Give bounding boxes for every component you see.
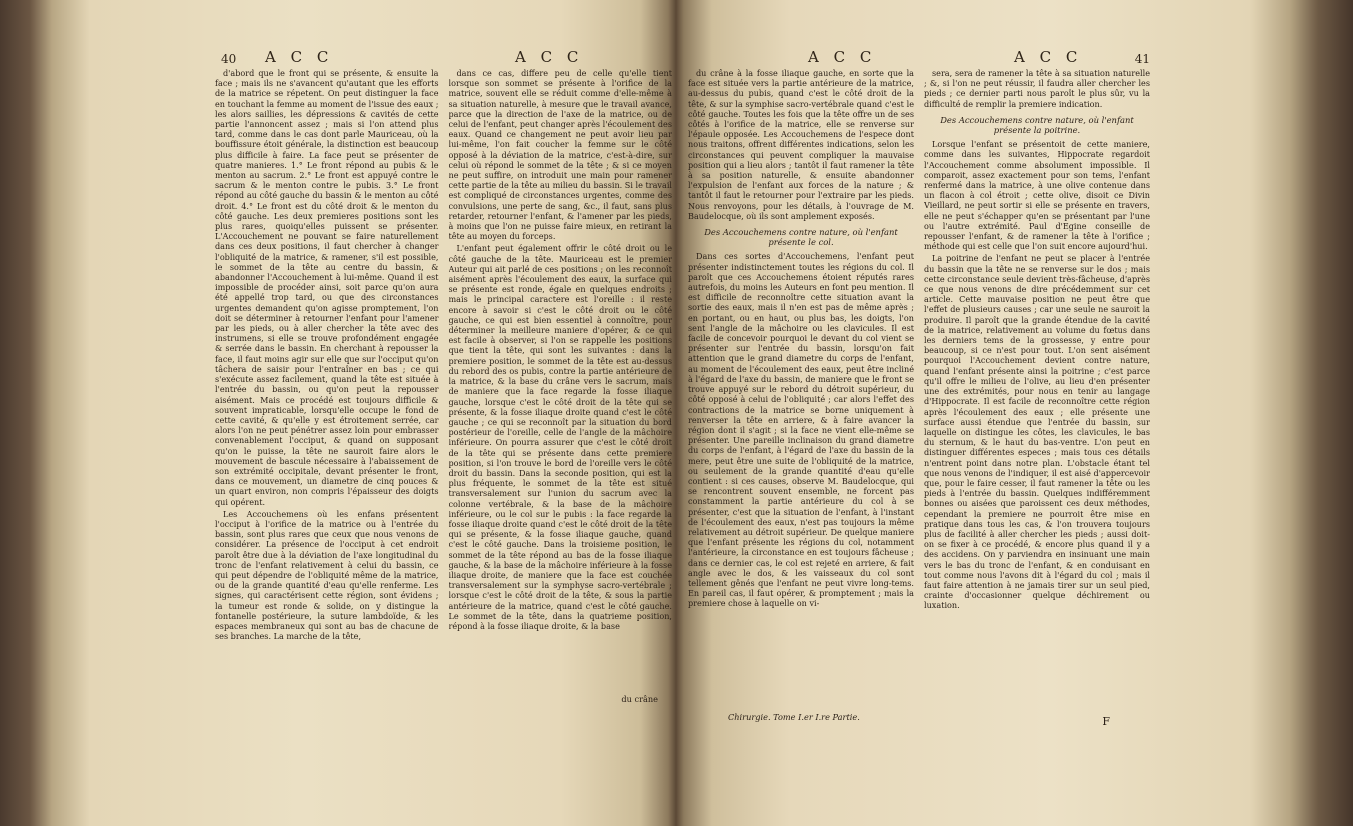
- signature-line: Chirurgie. Tome I.er I.re Partie.: [728, 712, 860, 722]
- paragraph: sera, sera de ramener la tête à sa situation naturelle ; &, si l'on ne peut réussir, il faudra aller chercher les pieds ; ce dernier parti nous paroît le plus sûr, vu la difficulté de remplir la premiere indication.: [924, 68, 1150, 109]
- text-columns: [688, 68, 1150, 796]
- left-page: [215, 0, 672, 826]
- text-column: [924, 68, 1150, 796]
- text-column: [688, 68, 914, 796]
- page-number: 40: [221, 52, 237, 66]
- page-number: 41: [1134, 52, 1150, 66]
- paragraph: Les Accouchemens où les enfans présentent l'occiput à l'orifice de la matrice ou à l'entrée du bassin, sont plus rares que ceux que nous venons de considérer. La présence de l'occiput à cet endroit paroît être due à la déviation de l'axe longitudinal du tronc de l'enfant relativement à celui du bassin, ce qui peut dépendre de l'obliquité même de la matrice, ou de la grande quantité d'eau qu'elle renferme. Les signes, qui caractérisent cette région, sont évidens ; la tumeur est ronde & solide, on y distingue la fontanelle postérieure, la suture lambdoïde, & les espaces membraneux qui sont au bas de chacune de ses branches. La marche de la tête,: [215, 508, 439, 642]
- paragraph: La poitrine de l'enfant ne peut se placer à l'entrée du bassin que la tête ne se renverse sur le dos ; mais cette circonstance seule devient très-fâcheuse, d'après ce que nous venons de dire précédemment sur cet article. Cette mauvaise position ne peut être que l'effet de plusieurs causes ; car une seule ne sauroit la produire. Il paroît que la grande étendue de la cavité de la matrice, relativement au volume du fœtus dans les derniers tems de la grossesse, y entre pour beaucoup, si ce n'est pour tout. L'on sent aisément pourquoi l'Accouchement devient contre nature, quand l'enfant présente ainsi la poitrine ; c'est parce qu'il offre le milieu de l'olive, au lieu d'en présenter une des extrémités, pour nous en tenir au langage d'Hippocrate. Il est facile de reconnoître cette région après l'écoulement des eaux ; elle présente une surface aussi étendue que l'entrée du bassin, sur laquelle on distingue les côtes, les clavicules, le bas du sternum, & le haut du bas-ventre. L'on peut en distinguer différentes especes ; mais tous ces détails n'entrent point dans notre plan. L'obstacle étant tel que nous venons de l'indiquer, il est aisé d'appercevoir que, pour le faire cesser, il faut ramener la tête ou les pieds à l'entrée du bassin. Quelques indifféremment bonnes ou aisées que paroissent ces deux méthodes, cependant la premiere ne pourroit être mise en pratique dans tous les cas, & l'on trouvera toujours plus de facilité à aller chercher les pieds ; aussi doit-on se fixer à ce procédé, & encore plus quand il y a des accidens. On y parviendra en insinuant une main vers le bas du tronc de l'enfant, & en conduisant en tout comme nous l'avons dit à l'égard du col ; mais il faut faire attention à ne jamais tirer sur un seul pied, crainte d'occasionner quelque déchirement ou luxation.: [924, 253, 1150, 611]
- text-column: [215, 68, 439, 796]
- text-column: [449, 68, 673, 796]
- running-head: A C C: [515, 48, 584, 66]
- running-head: A C C: [808, 48, 877, 66]
- paragraph: Dans ces sortes d'Accouchemens, l'enfant peut présenter indistinctement toutes les régions du col. Il paroît que ces Accouchemens étoient réputés rares autrefois, du moins les Auteurs en font peu mention. Il est difficile de reconnoître cette situation avant la sortie des eaux, mais il n'en est pas de même après ; en portant, ou en haut, ou plus bas, les doigts, l'on sent l'angle de la mâchoire ou les clavicules. Il est facile de concevoir pourquoi le devant du col vient se présenter sur l'entrée du bassin, lorsqu'on fait attention que le grand diametre du corps de l'enfant, au moment de l'écoulement des eaux, peut être incliné à l'égard de l'axe du bassin, de maniere que le front se trouve appuyé sur le rebord du détroit supérieur, du côté opposé à celui de l'obliquité ; car alors l'effet des contractions de la matrice se borne uniquement à renverser la tête en arriere, & à faire avancer la région dont il s'agit ; si la face ne vient elle-même se présenter. Une pareille inclinaison du grand diametre du corps de l'enfant, à l'égard de l'axe du bassin de la mere, peut être une suite de l'obliquité de la matrice, ou seulement de la grande quantité d'eau qu'elle contient : si ces causes, observe M. Baudelocque, qui se rencontrent souvent ensemble, ne forcent pas constamment la partie antérieure du col à se présenter, c'est que la situation de l'enfant, à l'instant de l'écoulement des eaux, n'est pas toujours la même relativement au détroit supérieur. De quelque maniere que l'enfant présente les régions du col, notamment l'antérieure, la circonstance en est toujours fâcheuse ; dans ce dernier cas, le col est rejeté en arriere, & fait angle avec le dos, & les vaisseaux du col sont tellement gênés que l'enfant ne peut vivre long-tems. En pareil cas, il faut opérer, & promptement ; mais la premiere chose à laquelle on vi-: [688, 251, 914, 609]
- right-page: [688, 0, 1150, 826]
- paragraph: L'enfant peut également offrir le côté droit ou le côté gauche de la tête. Mauriceau est le premier Auteur qui ait parlé de ces positions ; on les reconnoît aisément après l'écoulement des eaux, la surface qui se présente est ronde, égale en quelques endroits ; mais le principal caractere est l'oreille : il reste encore à savoir si c'est le côté droit ou le côté gauche, ce qui est bien essentiel à connoître, pour déterminer la meilleure maniere d'opérer, & ce qui est facile à observer, si l'on se rappelle les positions que tient la tête, qui sont les suivantes : dans la premiere position, le sommet de la tête est au-dessus du rebord des os pubis, contre la partie antérieure de la matrice, & la base du crâne vers le sacrum, mais de maniere que la face regarde la fosse iliaque gauche, lorsque c'est le côté droit de la tête qui se présente, & la fosse iliaque droite quand c'est le côté gauche ; ce qui se reconnoît par la situation du bord postérieur de l'oreille, celle de l'angle de la mâchoire inférieure. On pourra assurer que c'est le côté droit de la tête qui se présente dans cette premiere position, si l'on trouve le bord de l'oreille vers le côté droit du bassin. Dans la seconde position, qui est la plus fréquente, le sommet de la tête est situé transversalement sur l'union du sacrum avec la colonne vertébrale, & la base de la mâchoire inférieure, ou le col sur le pubis : la face regarde la fosse iliaque droite quand c'est le côté droit de la tête qui se présente, & la fosse iliaque gauche, quand c'est le côté gauche. Dans la troisieme position, le sommet de la tête répond au bas de la fosse iliaque gauche, & la base de la mâchoire inférieure à la fosse iliaque droite, de maniere que la face est couchée transversalement sur la symphyse sacro-vertébrale ; lorsque c'est le côté droit de la tête, & sous la partie antérieure de la matrice, quand c'est le côté gauche. Le sommet de la tête, dans la quatrieme position, répond à la fosse iliaque droite, & la base: [448, 243, 672, 631]
- catchword: du crâne: [621, 694, 658, 704]
- paragraph: Lorsque l'enfant se présentoit de cette maniere, comme dans les suivantes, Hippocrate regardoit l'Accouchement comme absolument impossible. Il comparoit, assez exactement pour son tems, l'enfant renfermé dans la matrice, à une olive contenue dans un flacon à col étroit ; cette olive, disoit ce Divin Vieillard, ne peut sortir si elle se présente en travers, elle ne peut s'échapper qu'en se présentant par l'une ou l'autre extrémité. Paul d'Egine conseille de repousser l'enfant, & de ramener la tête à l'orifice ; méthode qui est celle que l'on suit encore aujourd'hui.: [924, 139, 1150, 252]
- paragraph: du crâne à la fosse iliaque gauche, en sorte que la face est située vers la partie antérieure de la matrice, au-dessus du pubis, quand c'est le côté droit de la tête, & sur la symphise sacro-vertébrale quand c'est le côté gauche. Toutes les fois que la tête offre un de ses côtés à l'orifice de la matrice, elle se renverse sur l'épaule opposée. Les Accouchemens de l'espece dont nous traitons, offrent différentes indications, selon les circonstances qui peuvent compliquer la mauvaise position qui a lieu alors ; tantôt il faut ramener la tête à sa position naturelle, & ensuite abandonner l'expulsion de l'enfant aux forces de la nature ; & tantôt il faut le retourner pour l'extraire par les pieds. Nous renvoyons, pour les détails, à l'ouvrage de M. Baudelocque, où ils sont amplement exposés.: [688, 68, 914, 221]
- running-head: A C C: [265, 48, 334, 66]
- section-heading: Des Accouchemens contre nature, où l'enfant présente la poitrine.: [940, 114, 1134, 136]
- paragraph: d'abord que le front qui se présente, & ensuite la face ; mais ils ne s'avancent qu'autant que les efforts de la matrice se répetent. On peut distinguer la face en touchant la femme au moment de l'issue des eaux ; les alors saillies, les dépressions & cavités de cette partie l'annoncent assez ; mais si l'on attend plus tard, comme dans le cas dont parle Mauriceau, où la bouffissure étoit générale, la distinction est beaucoup plus difficile à faire. La face peut se présenter de quatre manieres. 1.° Le front répond au pubis & le menton au sacrum. 2.° Le front est appuyé contre le sacrum & le menton contre le pubis. 3.° Le front répond au côté gauche du bassin & le menton au côté droit. 4.° Le front est du côté droit & le menton du côté gauche. Les deux premieres positions sont les plus rares, quoiqu'elles puissent se présenter. L'Accouchement ne pouvant se faire naturellement dans ces deux positions, il faut chercher à changer l'obliquité de la matrice, & ramener, s'il est possible, le sommet de la tête au centre du bassin, & abandonner l'Accouchement à lui-même. Quand il est impossible de procéder ainsi, soit parce qu'on aura été appellé trop tard, ou que des circonstances urgentes demandent qu'on agisse promptement, l'on doit se déterminer à retourner l'enfant pour l'amener par les pieds, ou à aller chercher la tête avec des instrumens, si elle se trouve profondément engagée & serrée dans le bassin. En cherchant à repousser la face, il faut moins agir sur elle que sur l'occiput qu'on tâchera de saisir pour l'entraîner en bas ; ce qui s'exécute assez facilement, quand la tête est située à l'entrée du bassin, ou qu'on peut la repousser aisément. Mais ce procédé est toujours difficile & souvent impraticable, lorsqu'elle occupe le fond de cette cavité, & qu'elle y est étroitement serrée, car alors l'on ne peut pénétrer assez loin pour embrasser convenablement l'occiput, & quand on supposant qu'on le puisse, la tête ne sauroit faire alors le mouvement de bascule nécessaire à l'abaissement de son extrémité occipitale, devant présenter le front, dans ce mouvement, un diametre de cinq pouces & un quart environ, non compris l'épaisseur des doigts qui opérent.: [215, 68, 439, 507]
- section-heading: Des Accouchemens contre nature, où l'enfant présente le col.: [704, 227, 898, 248]
- signature-mark: F: [1102, 715, 1110, 728]
- running-head: A C C: [1014, 48, 1083, 66]
- paragraph: dans ce cas, differe peu de celle qu'elle tient lorsque son sommet se présente à l'orifice de la matrice, souvent elle se réduit comme d'elle-même à sa situation naturelle, à mesure que le travail avance, parce que la direction de l'axe de la matrice, ou de celui de l'enfant, peut changer après l'écoulement des eaux. Quand ce changement ne peut avoir lieu par lui-même, l'on fait coucher la femme sur le côté opposé à la déviation de la matrice, c'est-à-dire, sur celui où répond le sommet de la tête ; & si ce moyen ne peut suffire, on introduit une main pour ramener cette partie de la tête au milieu du bassin. Si le travail est compliqué de circonstances urgentes, comme des convulsions, une perte de sang, &c., il faut, sans plus retarder, retourner l'enfant, & l'amener par les pieds, à moins que l'on ne puisse faire mieux, en retirant la tête au moyen du forceps.: [448, 68, 672, 242]
- text-columns: [215, 68, 672, 796]
